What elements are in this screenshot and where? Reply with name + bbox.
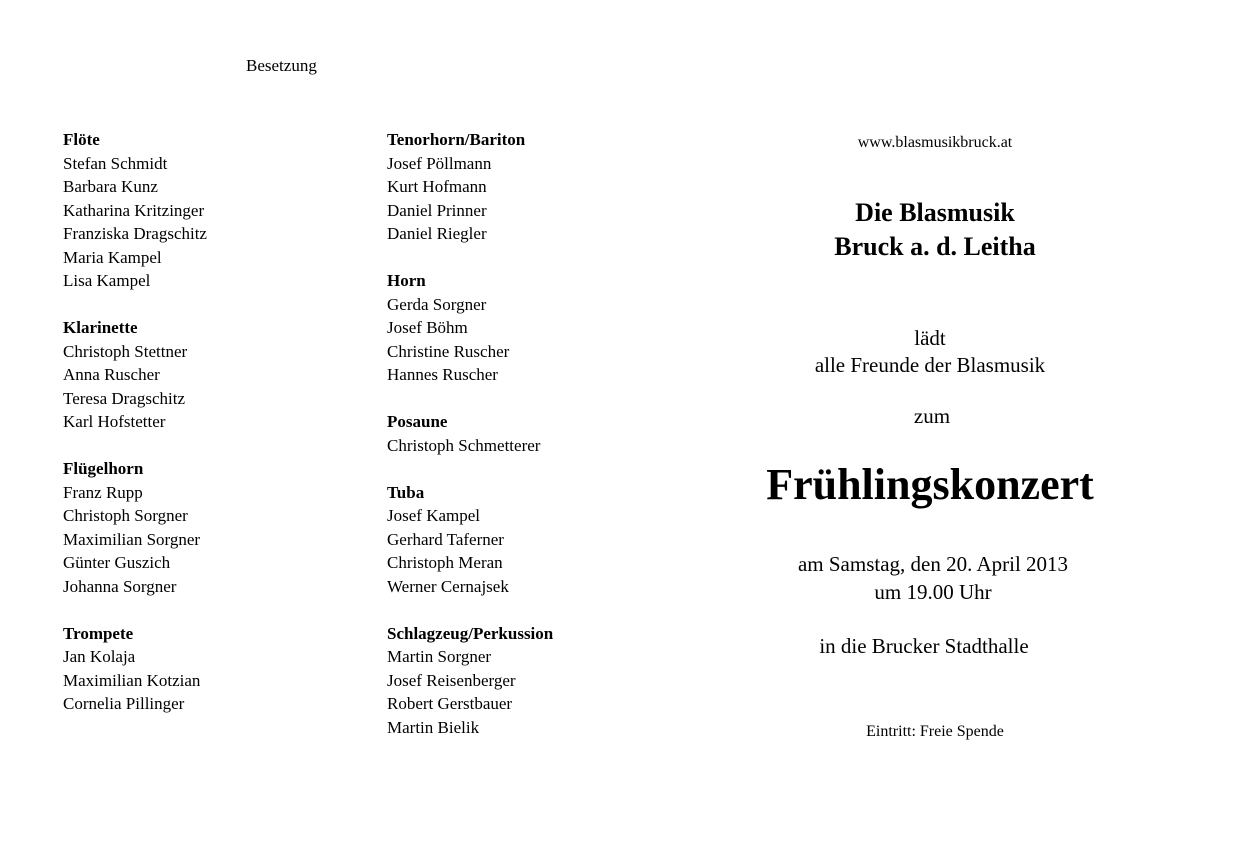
event-date: am Samstag, den 20. April 2013 — [797, 552, 1069, 576]
entry-note: Eintritt: Freie Spende — [866, 723, 1004, 740]
member-name: Josef Kampel — [387, 506, 481, 525]
member-name: Josef Böhm — [387, 318, 468, 337]
member-name: Franziska Dragschitz — [63, 224, 207, 243]
member-name: Teresa Dragschitz — [63, 388, 185, 408]
section-title: Flöte — [63, 130, 100, 149]
instrument-section — [387, 410, 553, 457]
member-name: Franz Rupp — [63, 482, 143, 502]
section-title: Posaune — [387, 412, 448, 431]
member-name: Christoph Sorgner — [63, 506, 188, 525]
member-name: Jan Kolaja — [63, 647, 136, 666]
member-name: Maria Kampel — [63, 247, 162, 267]
instrument-section — [387, 622, 553, 740]
invitation-line2: alle Freunde der Blasmusik — [814, 353, 1046, 377]
section-title: Schlagzeug/Perkussion — [387, 623, 554, 643]
section-title: Trompete — [63, 623, 134, 643]
member-name: Josef Reisenberger — [387, 670, 516, 690]
member-name: Martin Sorgner — [387, 647, 492, 666]
invitation-panel — [740, 0, 1120, 867]
organization-name-line1: Die Blasmusik — [855, 198, 1015, 227]
instrument-section — [387, 481, 553, 599]
section-title: Tenorhorn/Bariton — [387, 130, 526, 149]
invitation-text — [740, 325, 1120, 379]
member-name: Gerhard Taferner — [387, 529, 504, 549]
instrument-section — [63, 128, 207, 293]
member-name: Gerda Sorgner — [387, 294, 487, 314]
instrument-section — [387, 128, 553, 246]
member-name: Christoph Schmetterer — [387, 435, 541, 455]
website-url: www.blasmusikbruck.at — [857, 134, 1013, 151]
member-name: Lisa Kampel — [63, 271, 151, 290]
member-name: Cornelia Pillinger — [63, 694, 185, 713]
member-name: Kurt Hofmann — [387, 177, 487, 196]
instrument-section — [63, 316, 207, 434]
section-title: Tuba — [387, 482, 425, 502]
member-name: Josef Pöllmann — [387, 153, 492, 173]
organization-name-line2: Bruck a. d. Leitha — [834, 232, 1036, 261]
member-name: Johanna Sorgner — [63, 576, 177, 596]
besetzung-heading: Besetzung — [246, 56, 317, 75]
member-name: Maximilian Sorgner — [63, 529, 201, 549]
member-name: Daniel Prinner — [387, 200, 487, 220]
section-title: Horn — [387, 271, 426, 290]
instrument-column-left — [63, 128, 207, 739]
instrument-column-middle — [387, 128, 553, 763]
member-name: Katharina Kritzinger — [63, 200, 205, 220]
instrument-section — [63, 457, 207, 598]
member-name: Robert Gerstbauer — [387, 694, 513, 713]
event-venue: in die Brucker Stadthalle — [819, 634, 1029, 658]
member-name: Anna Ruscher — [63, 365, 160, 384]
member-name: Maximilian Kotzian — [63, 670, 201, 690]
zum-text: zum — [913, 404, 951, 428]
member-name: Werner Cernajsek — [387, 576, 509, 596]
member-name: Karl Hofstetter — [63, 412, 166, 431]
member-name: Günter Guszich — [63, 553, 171, 572]
member-name: Barbara Kunz — [63, 177, 158, 196]
member-name: Stefan Schmidt — [63, 153, 168, 173]
member-name: Hannes Ruscher — [387, 365, 498, 384]
invitation-line1: lädt — [914, 326, 946, 350]
concert-title: Frühlingskonzert — [766, 460, 1094, 509]
member-name: Christine Ruscher — [387, 341, 510, 361]
event-date-time — [743, 550, 1123, 606]
section-title: Flügelhorn — [63, 459, 144, 478]
section-title: Klarinette — [63, 318, 138, 337]
event-time: um 19.00 Uhr — [874, 580, 992, 604]
member-name: Christoph Meran — [387, 553, 503, 572]
member-name: Martin Bielik — [387, 717, 480, 737]
member-name: Daniel Riegler — [387, 224, 487, 243]
organization-name — [745, 196, 1125, 264]
instrument-section — [63, 622, 207, 716]
instrument-section — [387, 269, 553, 387]
member-name: Christoph Stettner — [63, 341, 188, 361]
